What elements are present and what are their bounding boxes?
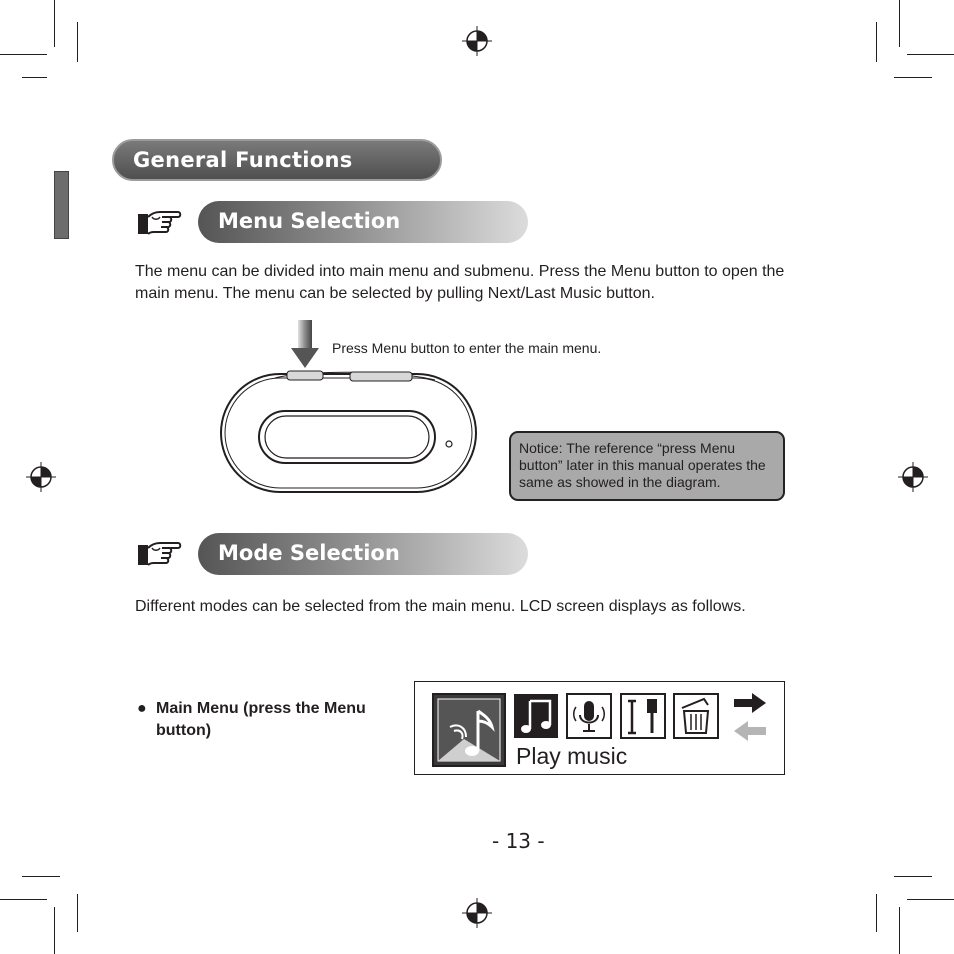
crop-mark — [54, 907, 55, 954]
crop-mark — [899, 0, 900, 47]
mode-selection-heading: Mode Selection — [218, 541, 400, 565]
registration-mark-icon — [462, 26, 492, 56]
arrow-left-icon — [734, 721, 766, 741]
crop-mark — [876, 894, 877, 932]
mp3-player-illustration — [221, 371, 476, 492]
music-note-icon — [433, 694, 505, 766]
lcd-mode-label: Play music — [516, 743, 628, 769]
section-title: General Functions — [133, 148, 353, 172]
crop-mark — [907, 899, 954, 900]
menu-selection-heading: Menu Selection — [218, 209, 401, 233]
registration-mark-icon — [898, 462, 928, 492]
pointing-hand-icon — [136, 539, 182, 569]
crop-mark — [876, 22, 877, 62]
crop-mark — [77, 894, 78, 932]
main-menu-bullet-text: Main Menu (press the Menu button) — [156, 700, 366, 739]
crop-mark — [22, 77, 47, 78]
notice-box: Notice: The reference “press Menu button” later in this manual operates the same as showed in the diagram. — [509, 431, 785, 501]
diagram-caption: Press Menu button to enter the main menu. — [332, 340, 602, 356]
down-arrow-icon — [291, 320, 319, 368]
pointing-hand-icon — [136, 208, 182, 238]
crop-mark — [77, 22, 78, 62]
trash-icon — [674, 694, 718, 738]
microphone-icon — [567, 694, 611, 738]
crop-mark — [899, 907, 900, 954]
page-number: - 13 - — [492, 829, 545, 853]
crop-mark — [0, 54, 47, 55]
menu-selection-banner — [198, 201, 528, 243]
crop-mark — [54, 0, 55, 47]
registration-mark-icon — [462, 898, 492, 928]
music-note-icon — [514, 694, 558, 738]
menu-selection-body: The menu can be divided into main menu and submenu. Press the Menu button to open the main menu. The menu can be selected by pulling Next/Last Music button. — [135, 263, 785, 302]
side-tab — [54, 171, 69, 239]
tools-icon — [621, 694, 665, 738]
crop-mark — [894, 876, 932, 877]
arrow-right-icon — [734, 693, 766, 713]
bullet-point: ● — [137, 700, 147, 717]
crop-mark — [894, 77, 932, 78]
mode-selection-body: Different modes can be selected from the main menu. LCD screen displays as follows. — [135, 598, 746, 615]
crop-mark — [22, 876, 60, 877]
registration-mark-icon — [26, 462, 56, 492]
crop-mark — [0, 899, 47, 900]
mode-selection-banner — [198, 533, 528, 575]
section-title-banner — [112, 139, 442, 181]
crop-mark — [907, 54, 954, 55]
